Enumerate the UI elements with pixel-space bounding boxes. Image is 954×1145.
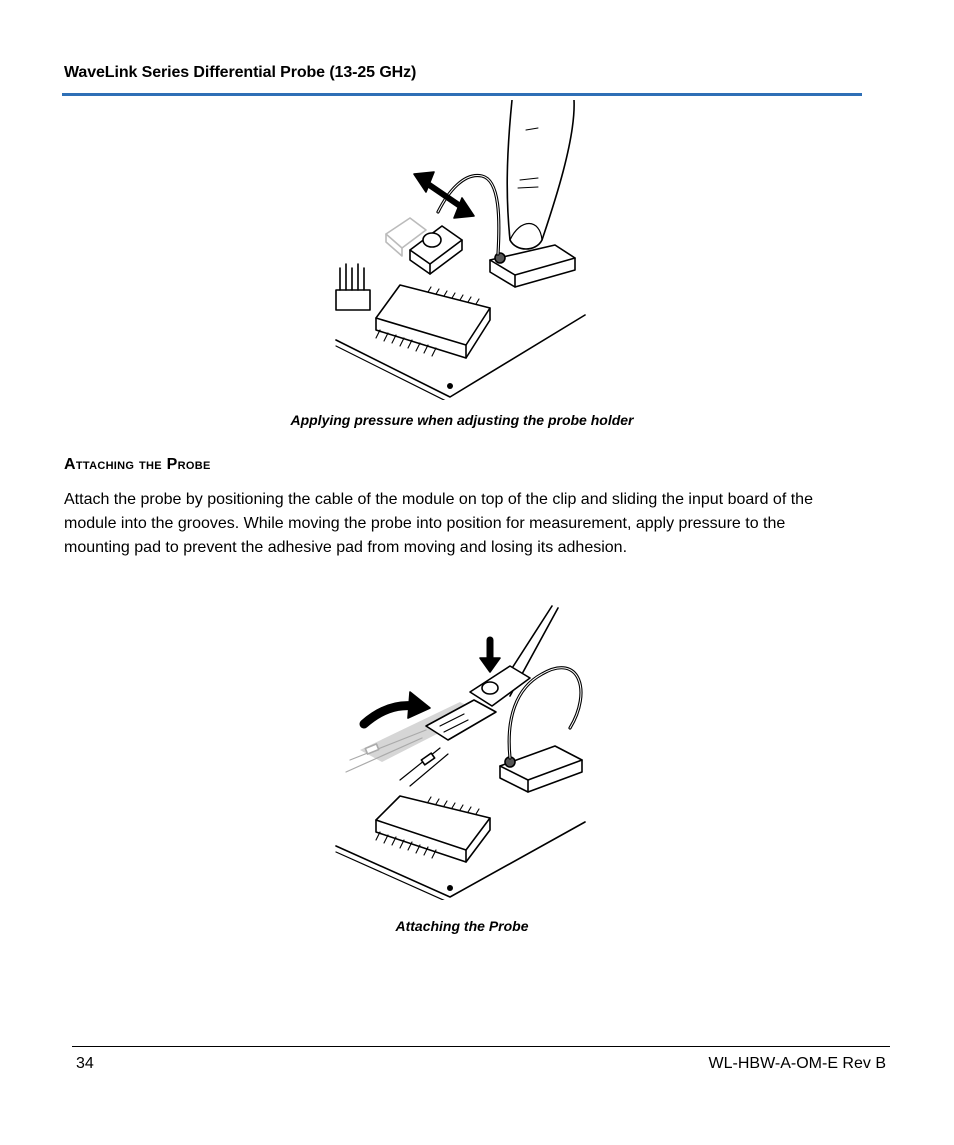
figure-attaching-probe <box>330 600 595 900</box>
figure2-caption: Attaching the Probe <box>395 918 529 934</box>
footer-rule <box>72 1046 890 1047</box>
section-heading: Attaching the Probe <box>64 456 211 473</box>
page-header-title: WaveLink Series Differential Probe (13-25 GHz) <box>64 64 417 81</box>
figure-probe-holder-pressure <box>330 100 590 400</box>
page-number: 34 <box>76 1055 94 1072</box>
figure1-caption: Applying pressure when adjusting the probe holder <box>290 412 634 428</box>
section-paragraph: Attach the probe by positioning the cable of the module on top of the clip and sliding the input board of the module into the grooves. While moving the probe into position for measurement, apply pressure to the mounting pad to prevent the adhesive pad from moving and losing its adhesion. <box>64 491 813 556</box>
document-id: WL-HBW-A-OM-E Rev B <box>708 1055 886 1072</box>
header-rule <box>62 93 862 96</box>
